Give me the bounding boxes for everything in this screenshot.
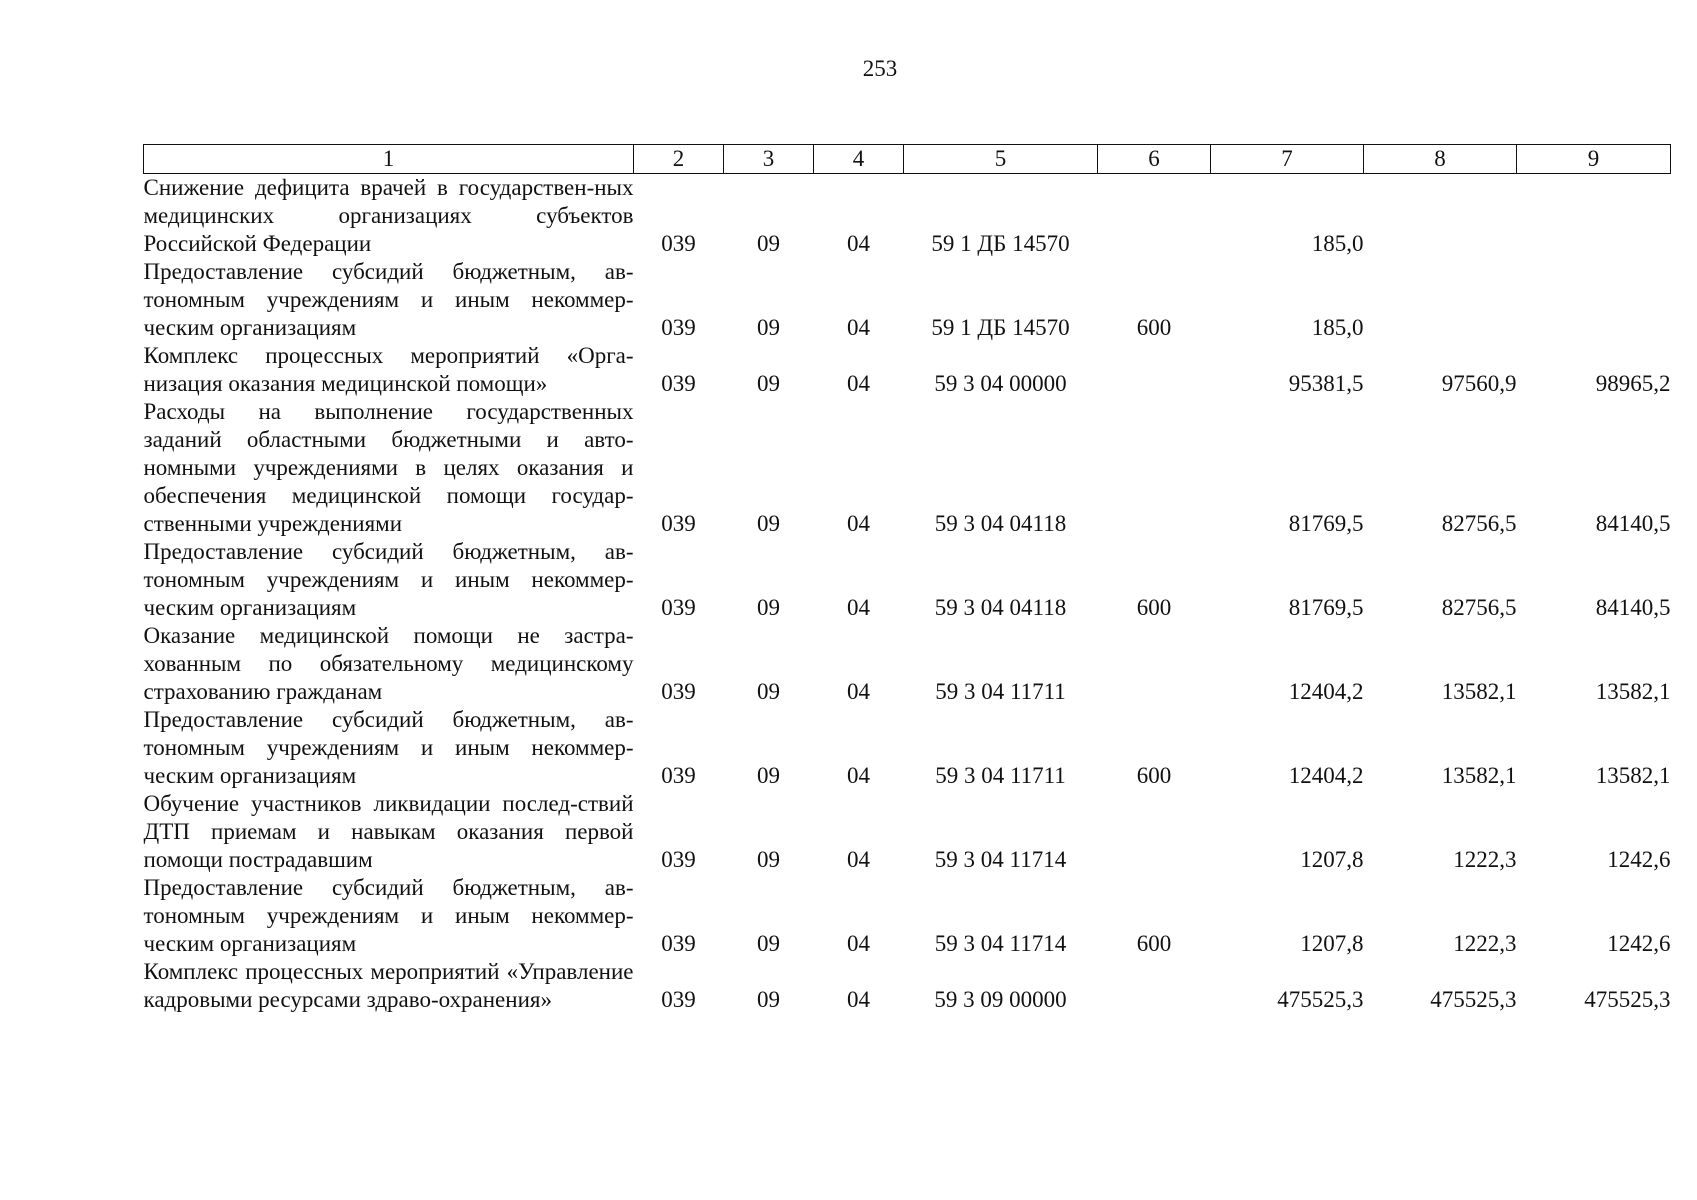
subsection-code-cell: 04 bbox=[847, 371, 870, 396]
amount-cell: 81769,5 bbox=[1288, 511, 1364, 536]
section-code-cell: 09 bbox=[757, 679, 780, 704]
subsection-code-cell: 04 bbox=[847, 679, 870, 704]
section-code-cell: 09 bbox=[757, 931, 780, 956]
section-code-cell: 09 bbox=[757, 595, 780, 620]
table-header bbox=[144, 145, 1671, 174]
row-name-cell: Оказание медицинской помощи не застра-хованным по обязательному медицинскому страхованию гражданам bbox=[143, 623, 634, 704]
column-header: 4 bbox=[814, 145, 904, 174]
expense-type-cell bbox=[1098, 174, 1211, 259]
row-name-cell: Предоставление субсидий бюджетным, ав-тономным учреждениям и иным некоммер-ческим организациям bbox=[143, 259, 634, 340]
subsection-code-cell: 04 bbox=[847, 315, 870, 340]
amount-cell: 13582,1 bbox=[1441, 763, 1517, 788]
amount-cell: 95381,5 bbox=[1288, 371, 1364, 396]
column-header: 6 bbox=[1098, 145, 1211, 174]
target-article-cell: 59 1 ДБ 14570 bbox=[931, 315, 1070, 340]
admin-code-cell: 039 bbox=[661, 595, 696, 620]
amount-cell: 12404,2 bbox=[1288, 763, 1364, 788]
subsection-code-cell: 04 bbox=[847, 511, 870, 536]
column-header: 3 bbox=[724, 145, 814, 174]
target-article-cell: 59 3 04 04118 bbox=[934, 511, 1067, 536]
amount-cell: 475525,3 bbox=[1277, 987, 1364, 1012]
table-row bbox=[144, 398, 1671, 538]
amount-cell: 98965,2 bbox=[1595, 371, 1671, 396]
table-row bbox=[144, 174, 1671, 259]
amount-cell: 1222,3 bbox=[1453, 847, 1517, 872]
table-body bbox=[144, 174, 1671, 1015]
admin-code-cell: 039 bbox=[661, 511, 696, 536]
admin-code-cell: 039 bbox=[661, 763, 696, 788]
table-row bbox=[144, 790, 1671, 874]
admin-code-cell: 039 bbox=[661, 931, 696, 956]
amount-cell bbox=[1517, 258, 1671, 342]
amount-cell: 84140,5 bbox=[1595, 511, 1671, 536]
page-number: 253 bbox=[862, 56, 898, 81]
column-header: 5 bbox=[904, 145, 1098, 174]
amount-cell: 1207,8 bbox=[1300, 847, 1364, 872]
amount-cell: 13582,1 bbox=[1441, 679, 1517, 704]
row-name-cell: Расходы на выполнение государственных заданий областными бюджетными и авто-номными учреждениями в целях оказания и обеспечения медицинской помощи государ-ственными учреждениями bbox=[143, 399, 634, 536]
expense-type-cell bbox=[1098, 398, 1211, 538]
target-article-cell: 59 3 09 00000 bbox=[934, 987, 1067, 1012]
expense-type-cell: 600 bbox=[1136, 315, 1172, 340]
row-name-cell: Снижение дефицита врачей в государствен-ных медицинских организациях субъектов Российской Федерации bbox=[143, 175, 634, 256]
target-article-cell: 59 3 04 04118 bbox=[934, 595, 1067, 620]
expense-type-cell bbox=[1098, 790, 1211, 874]
target-article-cell: 59 3 04 11711 bbox=[935, 679, 1066, 704]
table-row bbox=[144, 622, 1671, 706]
amount-cell bbox=[1364, 174, 1517, 259]
amount-cell: 475525,3 bbox=[1584, 987, 1671, 1012]
amount-cell: 1207,8 bbox=[1300, 931, 1364, 956]
section-code-cell: 09 bbox=[757, 315, 780, 340]
admin-code-cell: 039 bbox=[661, 231, 696, 256]
column-header: 2 bbox=[634, 145, 724, 174]
expense-type-cell: 600 bbox=[1136, 931, 1172, 956]
target-article-cell: 59 3 04 00000 bbox=[934, 371, 1067, 396]
admin-code-cell: 039 bbox=[661, 847, 696, 872]
section-code-cell: 09 bbox=[757, 371, 780, 396]
table-row bbox=[144, 874, 1671, 958]
subsection-code-cell: 04 bbox=[847, 931, 870, 956]
amount-cell: 82756,5 bbox=[1441, 511, 1517, 536]
section-code-cell: 09 bbox=[757, 511, 780, 536]
admin-code-cell: 039 bbox=[661, 679, 696, 704]
table-row bbox=[144, 706, 1671, 790]
section-code-cell: 09 bbox=[757, 847, 780, 872]
amount-cell bbox=[1517, 174, 1671, 259]
amount-cell: 12404,2 bbox=[1288, 679, 1364, 704]
header-row bbox=[144, 145, 1671, 174]
budget-table bbox=[143, 144, 1671, 1014]
amount-cell: 1242,6 bbox=[1607, 847, 1671, 872]
column-header: 8 bbox=[1364, 145, 1517, 174]
expense-type-cell: 600 bbox=[1136, 595, 1172, 620]
amount-cell: 81769,5 bbox=[1288, 595, 1364, 620]
amount-cell: 185,0 bbox=[1311, 231, 1364, 256]
amount-cell: 13582,1 bbox=[1595, 763, 1671, 788]
amount-cell: 84140,5 bbox=[1595, 595, 1671, 620]
admin-code-cell: 039 bbox=[661, 987, 696, 1012]
expense-type-cell: 600 bbox=[1136, 763, 1172, 788]
amount-cell: 1242,6 bbox=[1607, 931, 1671, 956]
expense-type-cell bbox=[1098, 622, 1211, 706]
row-name-cell: Предоставление субсидий бюджетным, ав-тономным учреждениям и иным некоммер-ческим организациям bbox=[143, 539, 634, 620]
table-row bbox=[144, 258, 1671, 342]
subsection-code-cell: 04 bbox=[847, 595, 870, 620]
amount-cell: 97560,9 bbox=[1441, 371, 1517, 396]
admin-code-cell: 039 bbox=[661, 371, 696, 396]
target-article-cell: 59 1 ДБ 14570 bbox=[931, 231, 1070, 256]
row-name-cell: Комплекс процессных мероприятий «Орга-низация оказания медицинской помощи» bbox=[143, 343, 634, 396]
subsection-code-cell: 04 bbox=[847, 763, 870, 788]
row-name-cell: Обучение участников ликвидации послед-ствий ДТП приемам и навыкам оказания первой помощи пострадавшим bbox=[143, 791, 634, 872]
row-name-cell: Предоставление субсидий бюджетным, ав-тономным учреждениям и иным некоммер-ческим организациям bbox=[143, 707, 634, 788]
amount-cell: 82756,5 bbox=[1441, 595, 1517, 620]
amount-cell: 185,0 bbox=[1311, 315, 1364, 340]
row-name-cell: Комплекс процессных мероприятий «Управление кадровыми ресурсами здраво-охранения» bbox=[143, 959, 634, 1012]
amount-cell: 475525,3 bbox=[1430, 987, 1517, 1012]
target-article-cell: 59 3 04 11714 bbox=[934, 931, 1067, 956]
amount-cell: 13582,1 bbox=[1595, 679, 1671, 704]
subsection-code-cell: 04 bbox=[847, 987, 870, 1012]
column-header: 1 bbox=[144, 145, 634, 174]
expense-type-cell bbox=[1098, 342, 1211, 398]
row-name-cell: Предоставление субсидий бюджетным, ав-тономным учреждениям и иным некоммер-ческим организациям bbox=[143, 875, 634, 956]
amount-cell bbox=[1364, 258, 1517, 342]
amount-cell: 1222,3 bbox=[1453, 931, 1517, 956]
section-code-cell: 09 bbox=[757, 763, 780, 788]
column-header: 7 bbox=[1211, 145, 1364, 174]
target-article-cell: 59 3 04 11714 bbox=[934, 847, 1067, 872]
column-header: 9 bbox=[1517, 145, 1671, 174]
subsection-code-cell: 04 bbox=[847, 231, 870, 256]
subsection-code-cell: 04 bbox=[847, 847, 870, 872]
table-row bbox=[144, 958, 1671, 1014]
section-code-cell: 09 bbox=[757, 231, 780, 256]
table-row bbox=[144, 538, 1671, 622]
table-row bbox=[144, 342, 1671, 398]
target-article-cell: 59 3 04 11711 bbox=[935, 763, 1066, 788]
section-code-cell: 09 bbox=[757, 987, 780, 1012]
expense-type-cell bbox=[1098, 958, 1211, 1014]
admin-code-cell: 039 bbox=[661, 315, 696, 340]
